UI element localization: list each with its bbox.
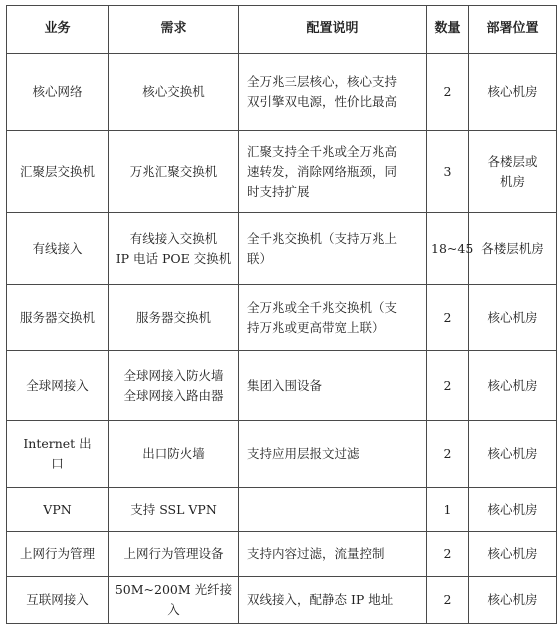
cell-business-line: 全球网接入 xyxy=(26,377,89,393)
cell-business-line: 口 xyxy=(51,456,64,471)
cell-deploy-location xyxy=(469,421,557,488)
cell-business xyxy=(7,577,109,624)
cell-deploy-location-line: 核心机房 xyxy=(487,501,538,517)
cell-requirement-line: 全球网接入路由器 xyxy=(123,387,224,403)
cell-quantity: 2 xyxy=(427,421,469,488)
cell-requirement-line: 全球网接入防火墙 xyxy=(123,367,224,383)
cell-requirement-line: 50M~200M 光纤接入 xyxy=(114,582,233,617)
cell-config-description xyxy=(239,54,427,131)
cell-requirement-line: 核心交换机 xyxy=(142,84,205,99)
cell-requirement xyxy=(109,488,239,532)
table-row xyxy=(7,213,557,285)
cell-config-description xyxy=(239,351,427,421)
cell-requirement-line: 上网行为管理设备 xyxy=(123,546,224,561)
cell-business-line: 汇聚层交换机 xyxy=(19,163,95,179)
cell-config-description xyxy=(239,532,427,577)
cell-config-description-line: 全千兆交换机（支持万兆上 xyxy=(247,230,398,246)
cell-deploy-location xyxy=(469,351,557,421)
table-row xyxy=(7,488,557,532)
cell-business xyxy=(7,285,109,351)
cell-quantity: 2 xyxy=(427,351,469,421)
cell-requirement xyxy=(109,577,239,624)
cell-config-description-line: 全万兆三层核心，核心支持 xyxy=(247,74,398,89)
table-header-row xyxy=(7,6,557,54)
cell-deploy-location-line: 机房 xyxy=(499,173,525,189)
cell-requirement-line: 支持 SSL VPN xyxy=(130,501,217,517)
cell-requirement xyxy=(109,351,239,421)
cell-deploy-location-line: 核心机房 xyxy=(487,592,538,607)
cell-business xyxy=(7,532,109,577)
cell-config-description xyxy=(239,577,427,624)
header-quantity: 数量 xyxy=(427,6,469,54)
cell-requirement xyxy=(109,213,239,285)
cell-deploy-location xyxy=(469,54,557,131)
header-deploy-location: 部署位置 xyxy=(469,6,557,54)
cell-business-line: VPN xyxy=(43,501,72,517)
cell-config-description xyxy=(239,488,427,532)
header-business: 业务 xyxy=(7,6,109,54)
cell-deploy-location-line: 核心机房 xyxy=(487,446,538,461)
cell-business xyxy=(7,421,109,488)
table-row xyxy=(7,351,557,421)
cell-deploy-location-line: 核心机房 xyxy=(487,309,538,325)
cell-config-description-line: 集团入围设备 xyxy=(247,377,323,393)
cell-business-line: 上网行为管理 xyxy=(19,546,95,561)
table-row xyxy=(7,285,557,351)
cell-quantity: 2 xyxy=(427,532,469,577)
cell-config-description xyxy=(239,421,427,488)
table-row xyxy=(7,577,557,624)
cell-business xyxy=(7,488,109,532)
cell-business-line: 有线接入 xyxy=(32,240,83,256)
cell-config-description-line: 双线接入，配静态 IP 地址 xyxy=(247,592,394,607)
cell-business-line: 服务器交换机 xyxy=(19,309,95,325)
cell-deploy-location-line: 各楼层或 xyxy=(487,153,538,169)
cell-quantity: 2 xyxy=(427,54,469,131)
cell-deploy-location xyxy=(469,577,557,624)
header-config-description: 配置说明 xyxy=(239,6,427,54)
cell-config-description xyxy=(239,213,427,285)
cell-quantity: 3 xyxy=(427,131,469,213)
cell-business xyxy=(7,54,109,131)
cell-requirement xyxy=(109,421,239,488)
cell-deploy-location xyxy=(469,131,557,213)
cell-requirement-line: IP 电话 POE 交换机 xyxy=(115,250,232,266)
cell-config-description-line: 支持应用层报文过滤 xyxy=(247,446,360,461)
cell-config-description-line: 双引擎双电源，性价比最高 xyxy=(247,94,398,109)
deployment-table xyxy=(6,5,557,624)
table-row xyxy=(7,131,557,213)
cell-requirement xyxy=(109,285,239,351)
cell-config-description-line: 时支持扩展 xyxy=(247,183,310,199)
cell-business-line: Internet 出 xyxy=(23,436,92,451)
cell-business xyxy=(7,131,109,213)
cell-requirement xyxy=(109,54,239,131)
cell-config-description xyxy=(239,285,427,351)
table-row xyxy=(7,54,557,131)
cell-quantity: 18~45 xyxy=(427,213,469,285)
cell-requirement-line: 万兆汇聚交换机 xyxy=(129,163,218,179)
cell-requirement-line: 出口防火墙 xyxy=(142,446,205,461)
cell-requirement xyxy=(109,131,239,213)
cell-requirement-line: 服务器交换机 xyxy=(135,309,211,325)
cell-deploy-location-line: 各楼层机房 xyxy=(481,240,544,256)
cell-config-description-line: 联） xyxy=(247,250,273,266)
cell-quantity: 2 xyxy=(427,285,469,351)
cell-deploy-location xyxy=(469,285,557,351)
cell-deploy-location xyxy=(469,532,557,577)
cell-config-description-line: 持万兆或更高带宽上联） xyxy=(247,319,385,335)
cell-config-description-line: 全万兆或全千兆交换机（支 xyxy=(247,299,398,315)
cell-deploy-location xyxy=(469,488,557,532)
cell-business-line: 互联网接入 xyxy=(26,592,89,607)
cell-business xyxy=(7,213,109,285)
cell-business-line: 核心网络 xyxy=(32,84,83,99)
cell-deploy-location-line: 核心机房 xyxy=(487,377,538,393)
table-body xyxy=(7,54,557,624)
header-requirement: 需求 xyxy=(109,6,239,54)
cell-quantity: 2 xyxy=(427,577,469,624)
cell-business xyxy=(7,351,109,421)
cell-config-description-line: 支持内容过滤，流量控制 xyxy=(247,546,385,561)
table-row xyxy=(7,532,557,577)
cell-deploy-location-line: 核心机房 xyxy=(487,84,538,99)
cell-deploy-location-line: 核心机房 xyxy=(487,546,538,561)
cell-requirement xyxy=(109,532,239,577)
cell-quantity: 1 xyxy=(427,488,469,532)
cell-config-description-line: 汇聚支持全千兆或全万兆高 xyxy=(247,143,398,159)
cell-deploy-location xyxy=(469,213,557,285)
cell-config-description xyxy=(239,131,427,213)
table-row xyxy=(7,421,557,488)
cell-requirement-line: 有线接入交换机 xyxy=(129,230,218,246)
cell-config-description-line: 速转发，消除网络瓶颈，同 xyxy=(247,163,398,179)
